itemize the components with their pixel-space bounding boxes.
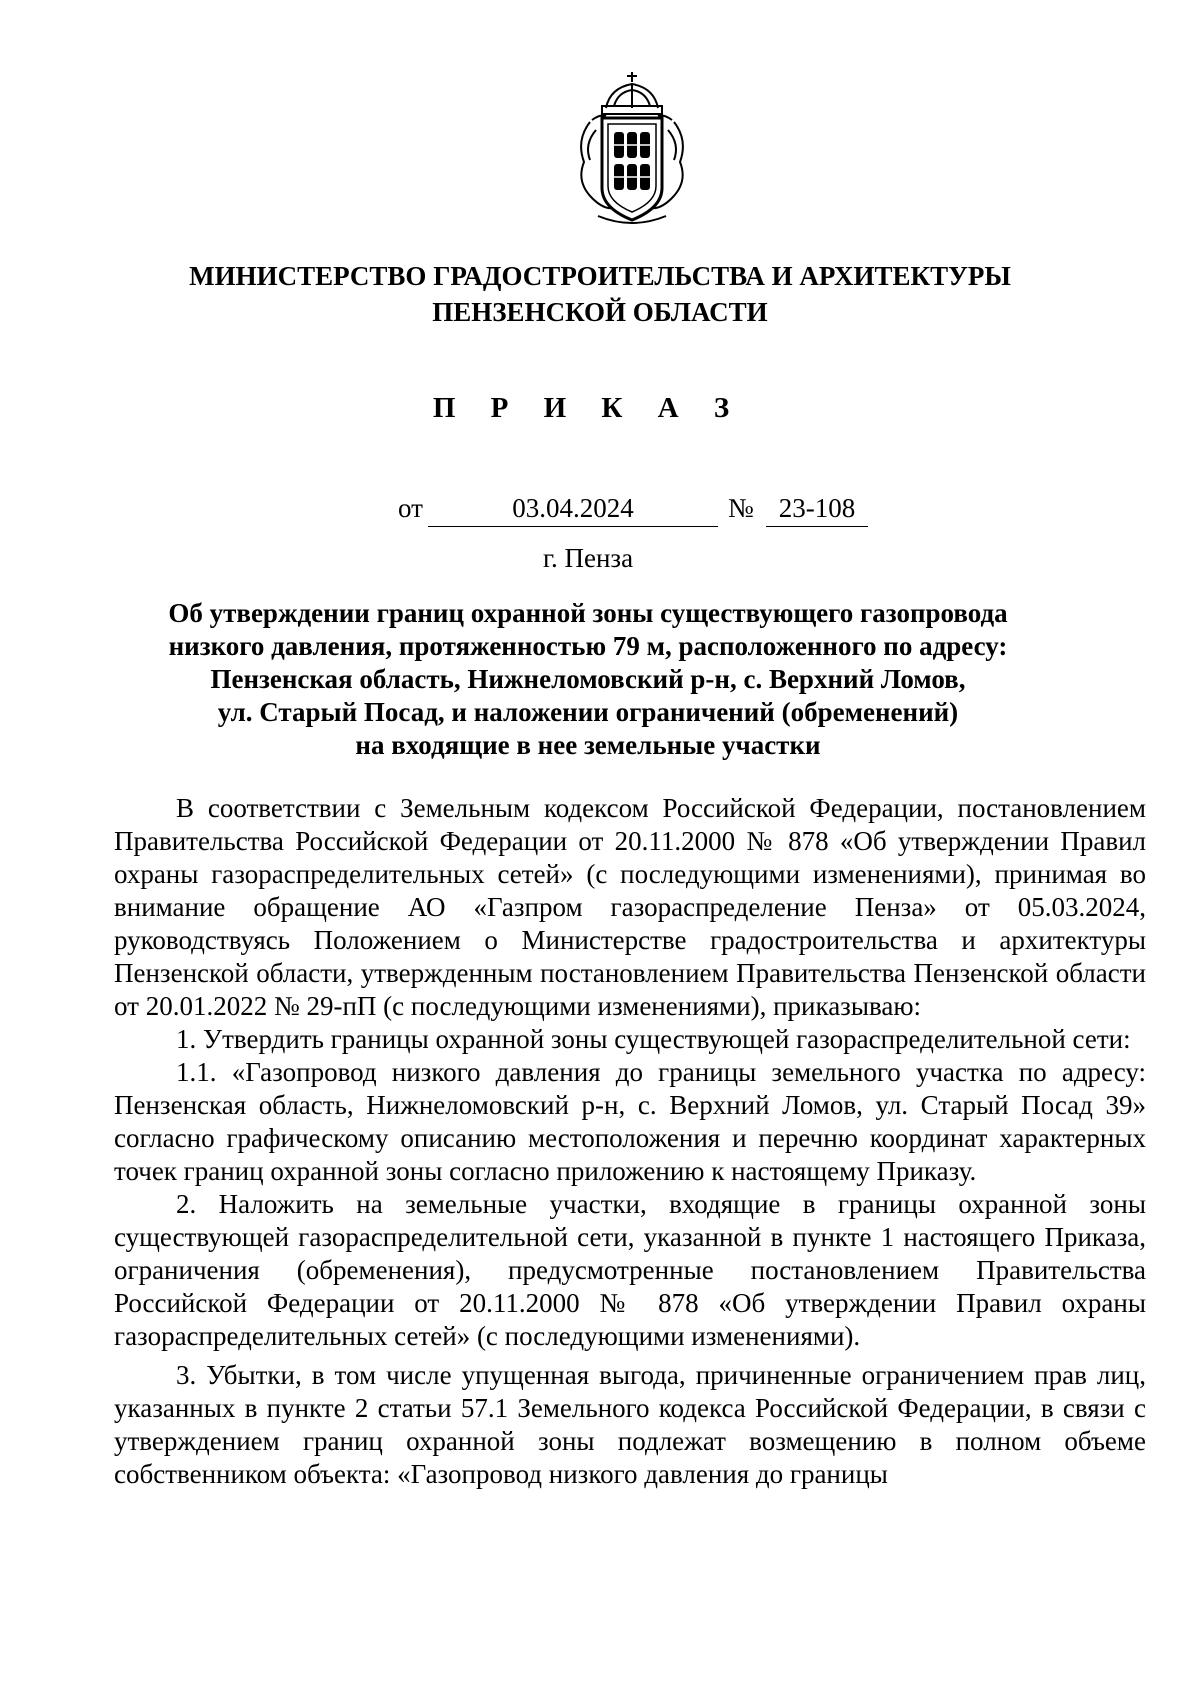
order-body	[114, 792, 1146, 1491]
subject-line-1: Об утверждении границ охранной зоны существующего газопровода	[168, 598, 1008, 628]
coat-of-arms-icon	[570, 70, 694, 230]
ministry-name	[0, 258, 1200, 330]
ministry-line-1: МИНИСТЕРСТВО ГРАДОСТРОИТЕЛЬСТВА И АРХИТЕКТУРЫ	[189, 261, 1011, 291]
number-prefix: №	[728, 493, 754, 523]
order-subject	[0, 597, 1176, 762]
order-date: 03.04.2024	[428, 493, 718, 527]
item-1-1-paragraph: 1.1. «Газопровод низкого давления до границы земельного участка по адресу: Пензенская область, Нижнеломовский р-н, с. Верхний Ломов, ул. Старый Посад 39» согласно графическому описанию местоположения и перечню координат характерных точек границ охранной зоны согласно приложению к настоящему Приказу.	[114, 1057, 1146, 1186]
subject-line-5: на входящие в нее земельные участки	[355, 730, 821, 760]
subject-line-4: ул. Старый Посад, и наложении ограничений (обременений)	[217, 697, 959, 727]
subject-line-3: Пензенская область, Нижнеломовский р-н, с. Верхний Ломов,	[210, 664, 966, 694]
document-type-title: П Р И К А З	[432, 392, 744, 424]
order-number: 23-108	[766, 493, 868, 527]
city-of-issue: г. Пенза	[542, 543, 634, 573]
subject-line-2: низкого давления, протяженностью 79 м, расположенного по адресу:	[168, 631, 1008, 661]
ministry-line-2: ПЕНЗЕНСКОЙ ОБЛАСТИ	[432, 297, 768, 327]
date-prefix: от	[398, 493, 423, 523]
preamble-paragraph: В соответствии с Земельным кодексом Российской Федерации, постановлением Правительства Российской Федерации от 20.11.2000 № 878 «Об утверждении Правил охраны газораспределительных сетей» (с последующими изменениями), принимая во внимание обращение АО «Газпром газораспределение Пенза» от 05.03.2024, руководствуясь Положением о Министерстве градостроительства и архитектуры Пензенской области, утвержденным постановлением Правительства Пензенской области от 20.01.2022 № 29-пП (с последующими изменениями), приказываю:	[114, 793, 1146, 1021]
item-1-paragraph: 1. Утвердить границы охранной зоны существующей газораспределительной сети:	[176, 1024, 1131, 1054]
item-3-paragraph: 3. Убытки, в том числе упущенная выгода, причиненные ограничением прав лиц, указанных в пункте 2 статьи 57.1 Земельного кодекса Российской Федерации, в связи с утверждением границ охранной зоны подлежат возмещению в полном объеме собственником объекта: «Газопровод низкого давления до границы	[114, 1360, 1146, 1489]
item-2-paragraph: 2. Наложить на земельные участки, входящие в границы охранной зоны существующей газораспределительной сети, указанной в пункте 1 настоящего Приказа, ограничения (обременения), предусмотренные постановлением Правительства Российской Федерации от 20.11.2000 № 878 «Об утверждении Правил охраны газораспределительных сетей» (с последующими изменениями).	[114, 1189, 1146, 1351]
